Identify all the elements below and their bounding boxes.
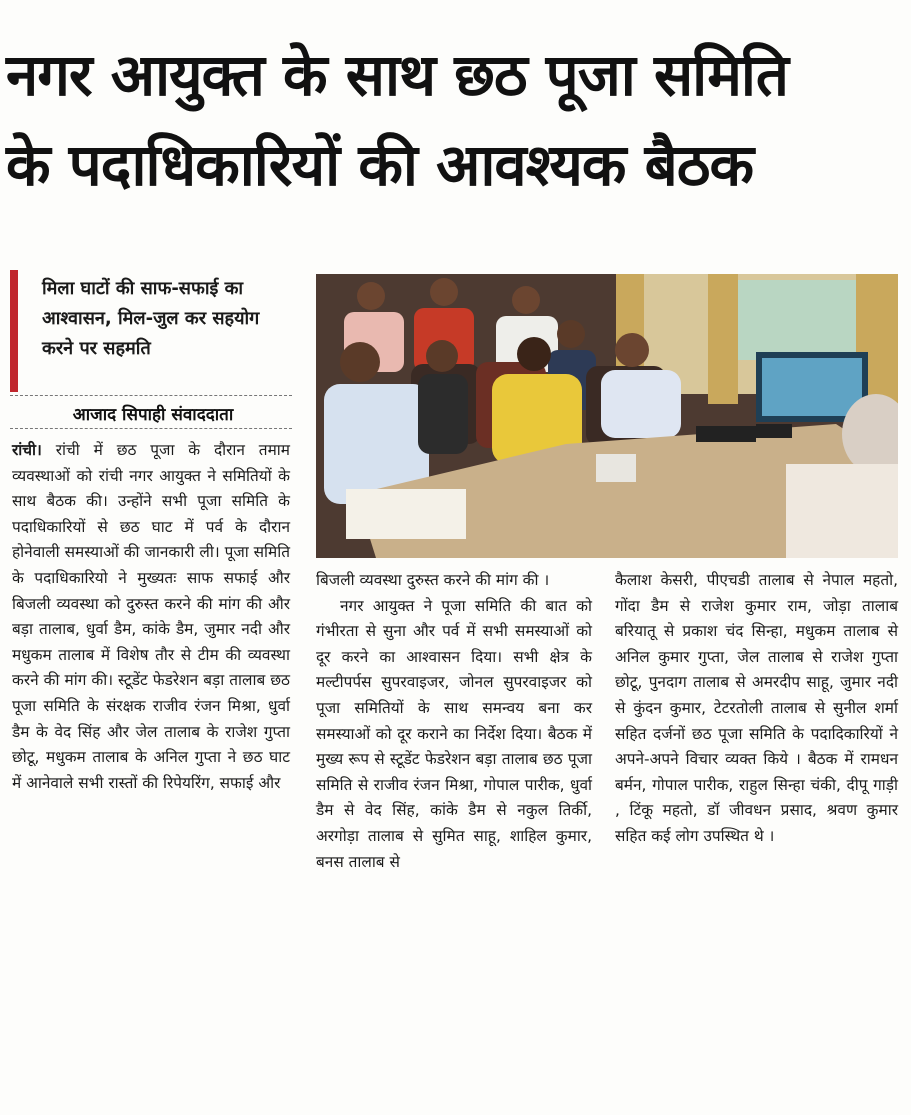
meeting-photo bbox=[316, 274, 898, 558]
column-1-text: रांची में छठ पूजा के दौरान तमाम व्यवस्थाओं को रांची नगर आयुक्त ने समितियों के साथ बैठक की। उन्होंने सभी पूजा समिति के पदाधिकारियों से छठ घाट में पर्व के दौरान होनेवाली समस्याओं की जानकारी ली। पूजा समिति के पदाधिकारियो ने मुख्यतः साफ सफाई और बिजली व्यवस्था को दुरुस्त करने की मांग की और बड़ा तालाब, धुर्वा डैम, कांके डैम, जुमार नदी और मधुकम तालाब में विशेष तौर से टीम की व्यवस्था करने की मांग की। स्टूडेंट फेडरेशन बड़ा तालाब छठ पूजा समिति के संरक्षक राजीव रंजन मिश्रा, धुर्वा डैम के वेद सिंह और जेल तालाब के राजेश गुप्ता छोटू, मधुकम तालाब के अनिल गुप्ता ने छठ घाट में आनेवाले सभी रास्तों की रिपेयरिंग, सफाई और bbox=[12, 441, 290, 792]
byline: आजाद सिपाही संवाददाता bbox=[72, 405, 234, 425]
dateline: रांची। bbox=[12, 441, 42, 459]
column-3-text: कैलाश केसरी, पीएचडी तालाब से नेपाल महतो, गोंदा डैम से राजेश कुमार राम, जोड़ा तालाब बरियातू से प्रकाश चंद सिन्हा, मधुकम तालाब से अनिल कुमार गुप्ता, जेल तालाब से राजेश गुप्ता छोटू, पुनदाग तालाब से अमरदीप साहू, जुमार नदी से कुंदन कुमार, टेटरतोली तालाब से सुनील शर्मा सहित दर्जनों छठ पूजा समिति के पदादिकारियों ने अपने-अपने विचार व्यक्त किये । बैठक में रामधन बर्मन, गोपाल पारीक, राहुल सिन्हा चंकी, दीपू गाड़ी , टिंकू महतो, डॉ जीवधन प्रसाद, श्रवण कुमार सहित कई लोग उपस्थित थे । bbox=[615, 571, 898, 845]
headline bbox=[6, 30, 901, 210]
article-column-3 bbox=[615, 568, 898, 850]
byline-rule-top bbox=[10, 395, 292, 396]
article-column-2 bbox=[316, 568, 592, 875]
column-2-paragraph-2: नगर आयुक्त ने पूजा समिति की बात को गंभीरता से सुना और पर्व में सभी समस्याओं को दूर करने का आश्वासन दिया। सभी क्षेत्र के मल्टीपर्पस सुपरवाइजर, जोनल सुपरवाइजर को पूजा समितियों के साथ समन्वय बना कर समस्याओं को दूर कराने का निर्देश दिया। बैठक में मुख्य रूप से स्टूडेंट फेडरेशन बड़ा तालाब छठ पूजा समिति से राजीव रंजन मिश्रा, गोपाल पारीक, धुर्वा डैम से वेद सिंह, कांके डैम से नकुल तिर्की, अरगोड़ा तालाब से सुमित साहू, शाहिल कुमार, बनस तालाब से bbox=[316, 596, 592, 871]
headline-line-2: के पदाधिकारियों की आवश्यक बैठक bbox=[6, 131, 754, 199]
column-2-paragraph-1: बिजली व्यवस्था दुरुस्त करने की मांग की । bbox=[316, 571, 550, 589]
headline-line-1: नगर आयुक्त के साथ छठ पूजा समिति bbox=[6, 41, 788, 109]
byline-rule-bottom bbox=[10, 428, 292, 429]
subheadline: मिला घाटों की साफ-सफाई का आश्वासन, मिल-जुल कर सहयोग करने पर सहमति bbox=[10, 270, 292, 392]
article-column-1 bbox=[12, 438, 290, 796]
